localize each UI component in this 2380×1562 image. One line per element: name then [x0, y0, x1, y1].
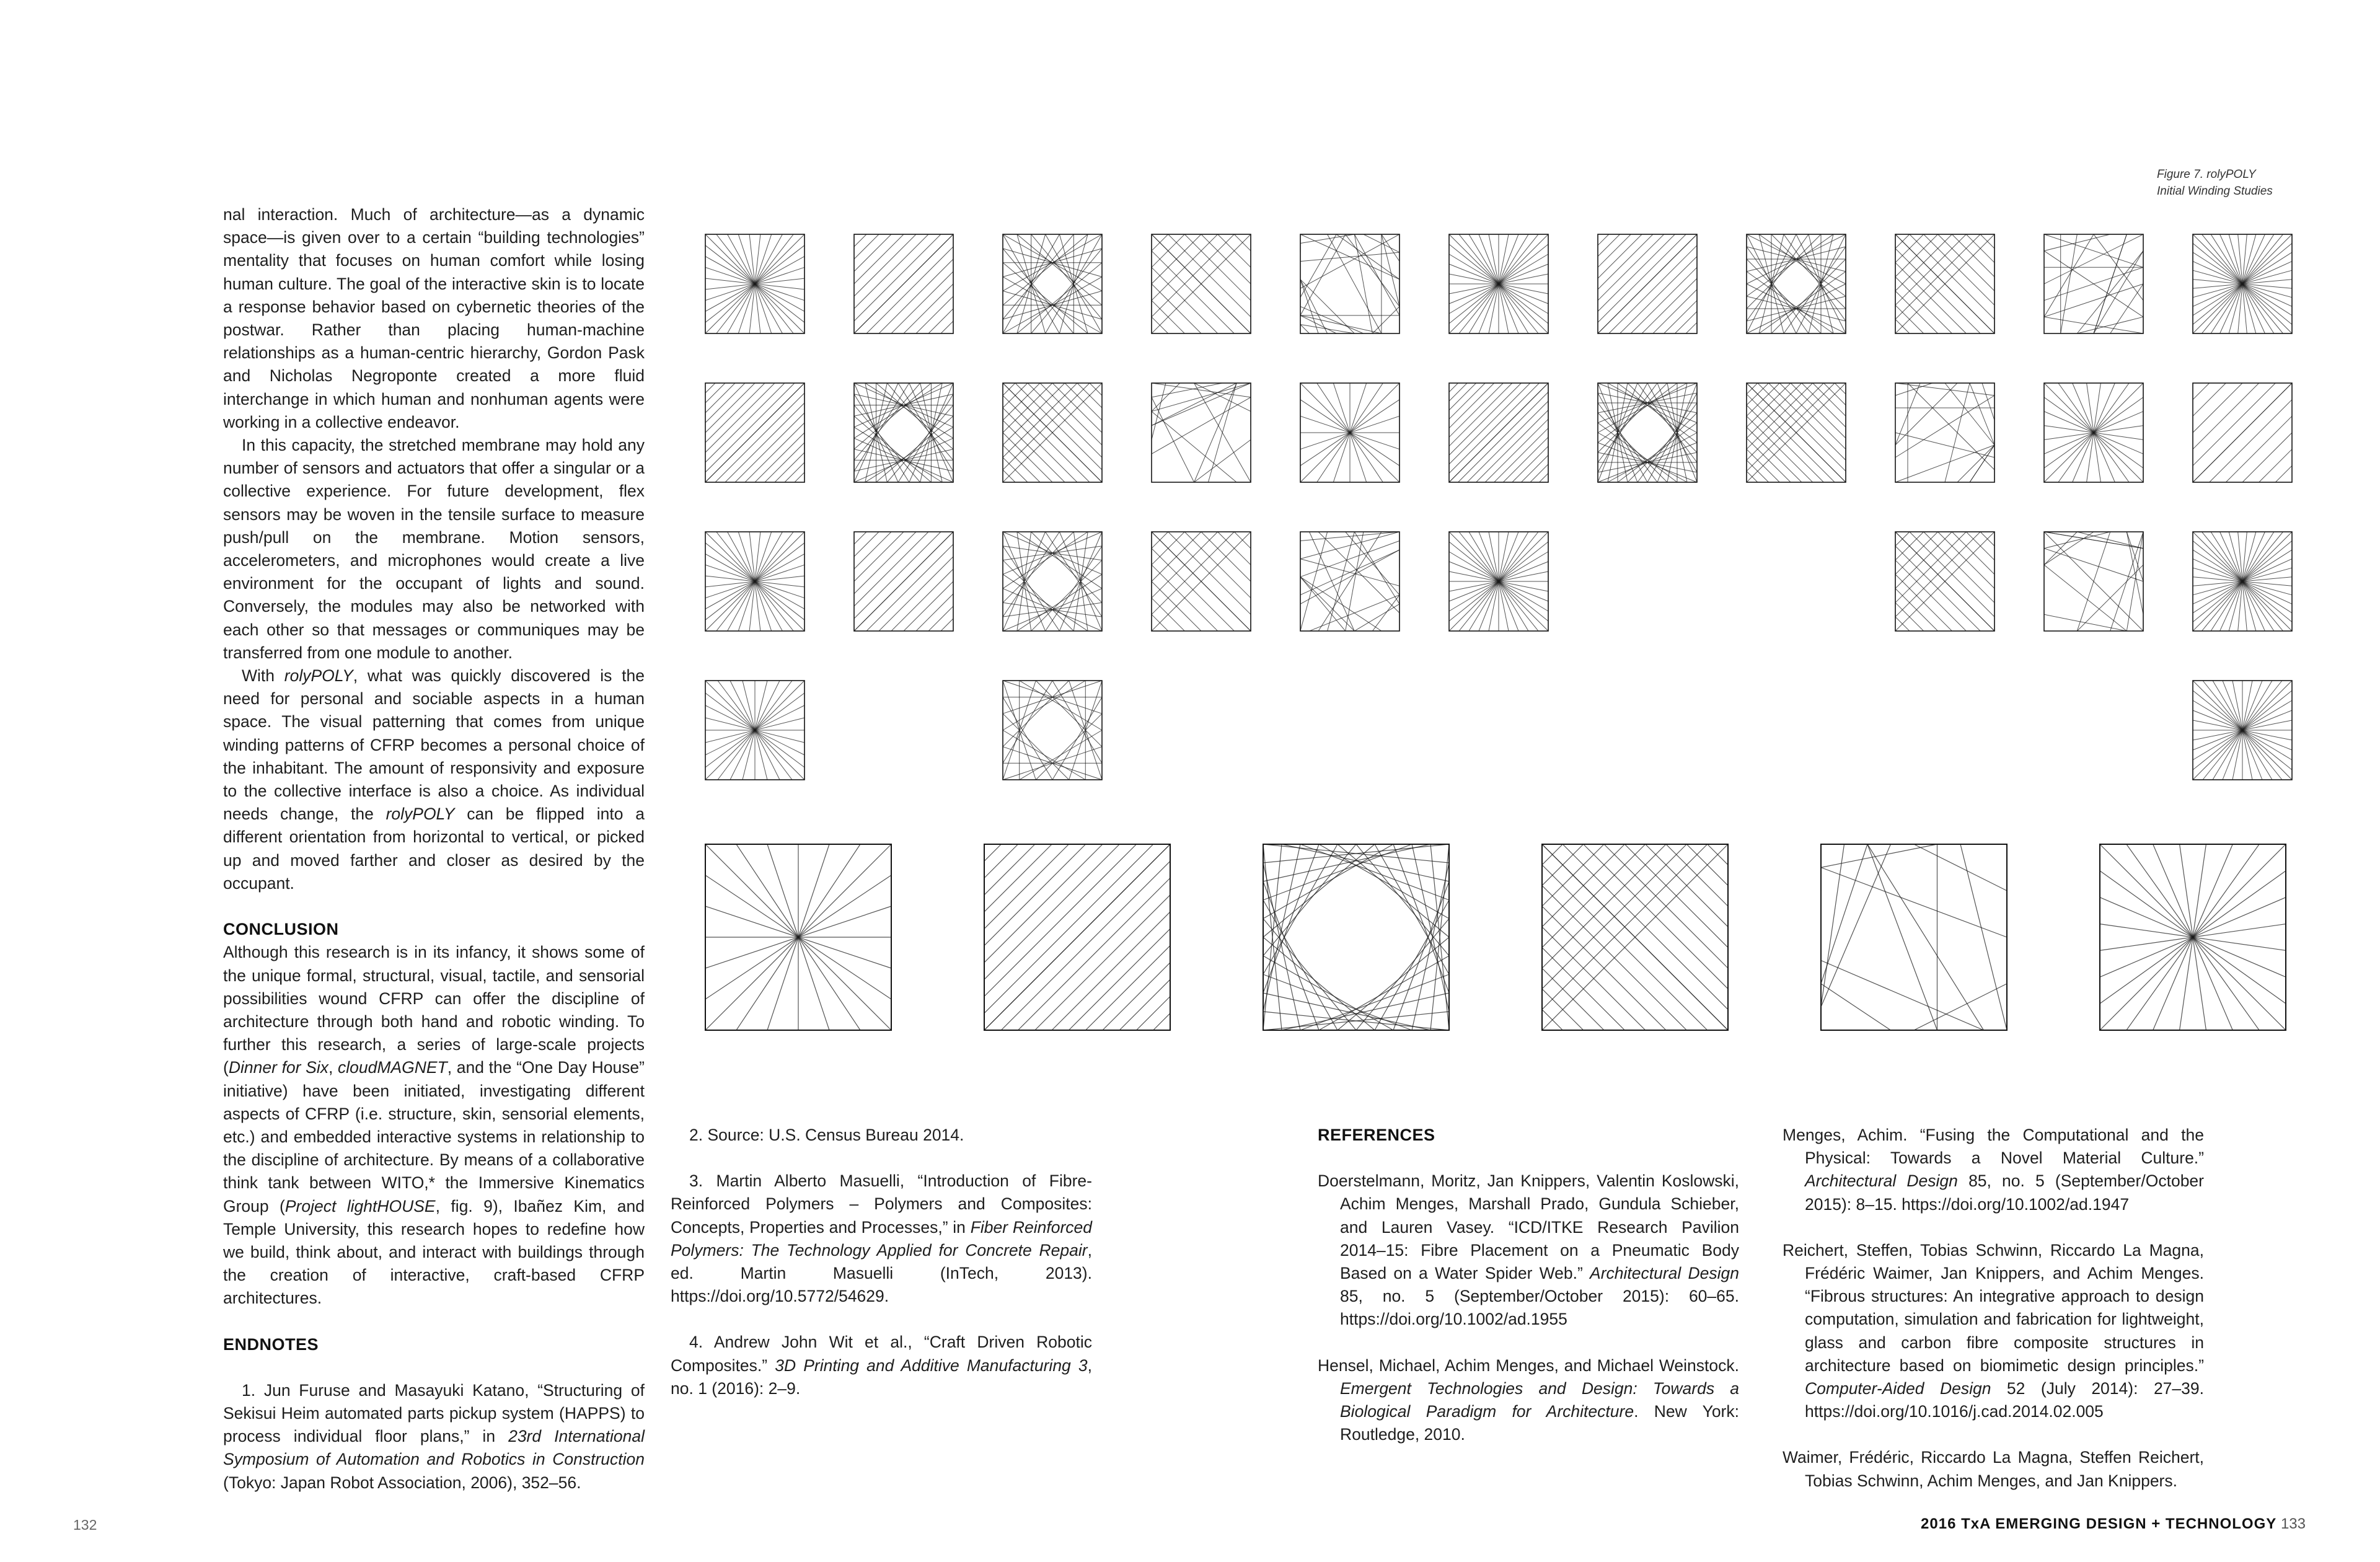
winding-study-diagram: [1449, 532, 1548, 631]
winding-study-diagram: [2044, 383, 2143, 482]
winding-study-diagram: [705, 532, 804, 631]
running-footer: [1921, 1516, 2306, 1533]
figure-caption: [2157, 166, 2355, 200]
references-column-1: [1318, 1124, 1739, 1446]
winding-study-diagram: [1152, 383, 1251, 482]
winding-study-diagram: [705, 383, 804, 482]
project-name-rolypoly: rolyPOLY: [284, 666, 353, 686]
body-paragraph-2: In this capacity, the stretched membrane may hold any number of sensors and actuators that offer a singular or a collective experience. For future development, flex sensors may be woven in the tensile surface to measure push/pull on the membrane. Motion sensors, accelerometers, and microphones would create a live environment for the occupant of lights and sound. Conversely, the modules may also be networked with each other so that messages or communiques may be transferred from one module to another.: [223, 436, 645, 662]
winding-study-diagram: [2044, 532, 2143, 631]
winding-study-diagram: [854, 532, 953, 631]
endnote-4: 4. Andrew John Wit et al., “Craft Driven Robotic Composites.” 3D Printing and Additive Manufacturing 3, no. 1 (2016): 2–9.: [671, 1333, 1093, 1398]
winding-study-diagram: [705, 844, 891, 1030]
winding-study-diagram: [2100, 844, 2286, 1030]
winding-study-diagram: [705, 681, 804, 780]
winding-study-diagram: [1747, 234, 1846, 333]
endnote-3: 3. Martin Alberto Masuelli, “Introduction of Fibre-Reinforced Polymers – Polymers and Composites: Concepts, Properties and Processes,” in Fiber Reinforced Polymers: The Technology Applied for Concrete Repair, ed. Martin Masuelli (InTech, 2013). https://doi.org/10.5772/54629.: [671, 1172, 1093, 1306]
winding-study-diagram: [1152, 234, 1251, 333]
winding-study-diagram: [1003, 383, 1102, 482]
endnote-1: 1. Jun Furuse and Masayuki Katano, “Structuring of Sekisui Heim automated parts pickup system (HAPPS) to process individual floor plans,” in 23rd International Symposium of Automation and Robotics in Construction (Tokyo: Japan Robot Association, 2006), 352–56.: [223, 1380, 645, 1492]
winding-study-diagram: [1263, 844, 1449, 1030]
reference-2: Hensel, Michael, Achim Menges, and Michael Weinstock. Emergent Technologies and Design: Towards a Biological Paradigm for Architecture. New York: Routledge, 2010.: [1318, 1356, 1739, 1444]
winding-study-diagram: [854, 234, 953, 333]
winding-study-diagram: [1300, 383, 1399, 482]
winding-study-diagram: [1747, 383, 1846, 482]
references-column-2: [1783, 1124, 2204, 1493]
winding-study-diagram: [984, 844, 1170, 1030]
winding-study-diagram: [1449, 383, 1548, 482]
winding-study-diagram: [1598, 234, 1697, 333]
reference-5: Waimer, Frédéric, Riccardo La Magna, Steffen Reichert, Tobias Schwinn, Achim Menges, and Jan Knippers.: [1783, 1448, 2204, 1490]
winding-study-diagram: [1895, 234, 1994, 333]
page-number-right: 133: [2280, 1516, 2306, 1532]
winding-study-diagram: [1821, 844, 2007, 1030]
winding-study-diagram: [1300, 234, 1399, 333]
caption-line-2: Initial Winding Studies: [2157, 185, 2273, 198]
winding-study-diagram: [1449, 234, 1548, 333]
journal-title: 2016 TxA EMERGING DESIGN + TECHNOLOGY: [1921, 1516, 2277, 1532]
project-name-rolypoly: rolyPOLY: [386, 805, 455, 824]
winding-study-diagram: [1895, 532, 1994, 631]
winding-study-diagram: [1003, 234, 1102, 333]
page-number-left: 132: [73, 1517, 97, 1533]
winding-study-diagram: [2044, 234, 2143, 333]
body-paragraph-1: nal interaction. Much of architecture—as a dynamic space—is given over to a certain “building technologies” mentality that focuses on human comfort while losing human culture. The goal of the interactive skin is to locate a response behavior based on cybernetic theories of the postwar. Rather than placing human-machine relationships as a human-centric hierarchy, Gordon Pask and Nicholas Negroponte created a more fluid interchange in which human and nonhuman agents were working in a collective endeavor.: [223, 205, 645, 431]
winding-study-diagram: [2193, 532, 2292, 631]
conclusion-paragraph: Although this research is in its infancy, it shows some of the unique formal, structural, visual, tactile, and sensorial possibilities wound CFRP can offer the discipline of architecture through both hand and robotic winding. To further this research, a series of large-scale projects (Dinner for Six, cloudMAGNET, and the “One Day House” initiative) have been initiated, investigating different aspects of CFRP (i.e. structure, skin, sensorial elements, etc.) and embedded interactive systems in relationship to the discipline of architecture. By means of a collaborative think tank between WITO,* the Immersive Kinematics Group (Project lightHOUSE, fig. 9), Ibañez Kim, and Temple University, this research hopes to redefine how we build, think about, and interact with buildings through the creation of interactive, craft-based CFRP architectures.: [223, 943, 645, 1308]
winding-study-diagram: [1598, 383, 1697, 482]
winding-study-diagram: [854, 383, 953, 482]
winding-study-diagram: [1003, 532, 1102, 631]
winding-study-diagram: [1152, 532, 1251, 631]
winding-study-diagram: [1542, 844, 1728, 1030]
winding-study-diagram: [1003, 681, 1102, 780]
winding-study-diagram: [1895, 383, 1994, 482]
body-paragraph-3: With rolyPOLY, what was quickly discovered is the need for personal and sociable aspects in a human space. The visual patterning that comes from unique winding patterns of CFRP becomes a personal choice of the inhabitant. The amount of responsivity and exposure to the collective interface is also a choice. As individual needs change, the rolyPOLY can be flipped into a different orientation from horizontal to vertical, or picked up and moved farther and closer as desired by the occupant.: [223, 666, 645, 893]
reference-1: Doerstelmann, Moritz, Jan Knippers, Valentin Koslowski, Achim Menges, Marshall Prado, Gundula Schieber, and Lauren Vasey. “ICD/ITKE Research Pavilion 2014–15: Fibre Placement on a Pneumatic Body Based on a Water Spider Web.” Architectural Design 85, no. 5 (September/October 2015): 60–65. https://doi.org/10.1002/ad.1955: [1318, 1172, 1739, 1329]
winding-study-diagram: [2193, 383, 2292, 482]
references-heading: REFERENCES: [1318, 1126, 1435, 1144]
conclusion-heading: CONCLUSION: [223, 920, 339, 939]
winding-study-diagram: [2193, 234, 2292, 333]
endnote-2: 2. Source: U.S. Census Bureau 2014.: [689, 1126, 964, 1144]
winding-study-diagram: [705, 234, 804, 333]
body-column-1: [223, 203, 645, 1494]
winding-study-diagram: [1300, 532, 1399, 631]
endnotes-column: [671, 1124, 1092, 1400]
caption-line-1: Figure 7. rolyPOLY: [2157, 168, 2256, 181]
reference-3: Menges, Achim. “Fusing the Computational and the Physical: Towards a Novel Material Culture.” Architectural Design 85, no. 5 (September/October 2015): 8–15. https://doi.org/10.1002/ad.1947: [1783, 1126, 2204, 1214]
reference-4: Reichert, Steffen, Tobias Schwinn, Riccardo La Magna, Frédéric Waimer, Jan Knippers, and Achim Menges. “Fibrous structures: An integrative approach to design computation, simulation and fabrication for lightweight, glass and carbon fibre composite structures in architecture based on biomimetic design principles.” Computer-Aided Design 52 (July 2014): 27–39. https://doi.org/10.1016/j.cad.2014.02.005: [1783, 1240, 2204, 1421]
endnotes-heading: ENDNOTES: [223, 1335, 319, 1354]
winding-study-diagram: [2193, 681, 2292, 780]
